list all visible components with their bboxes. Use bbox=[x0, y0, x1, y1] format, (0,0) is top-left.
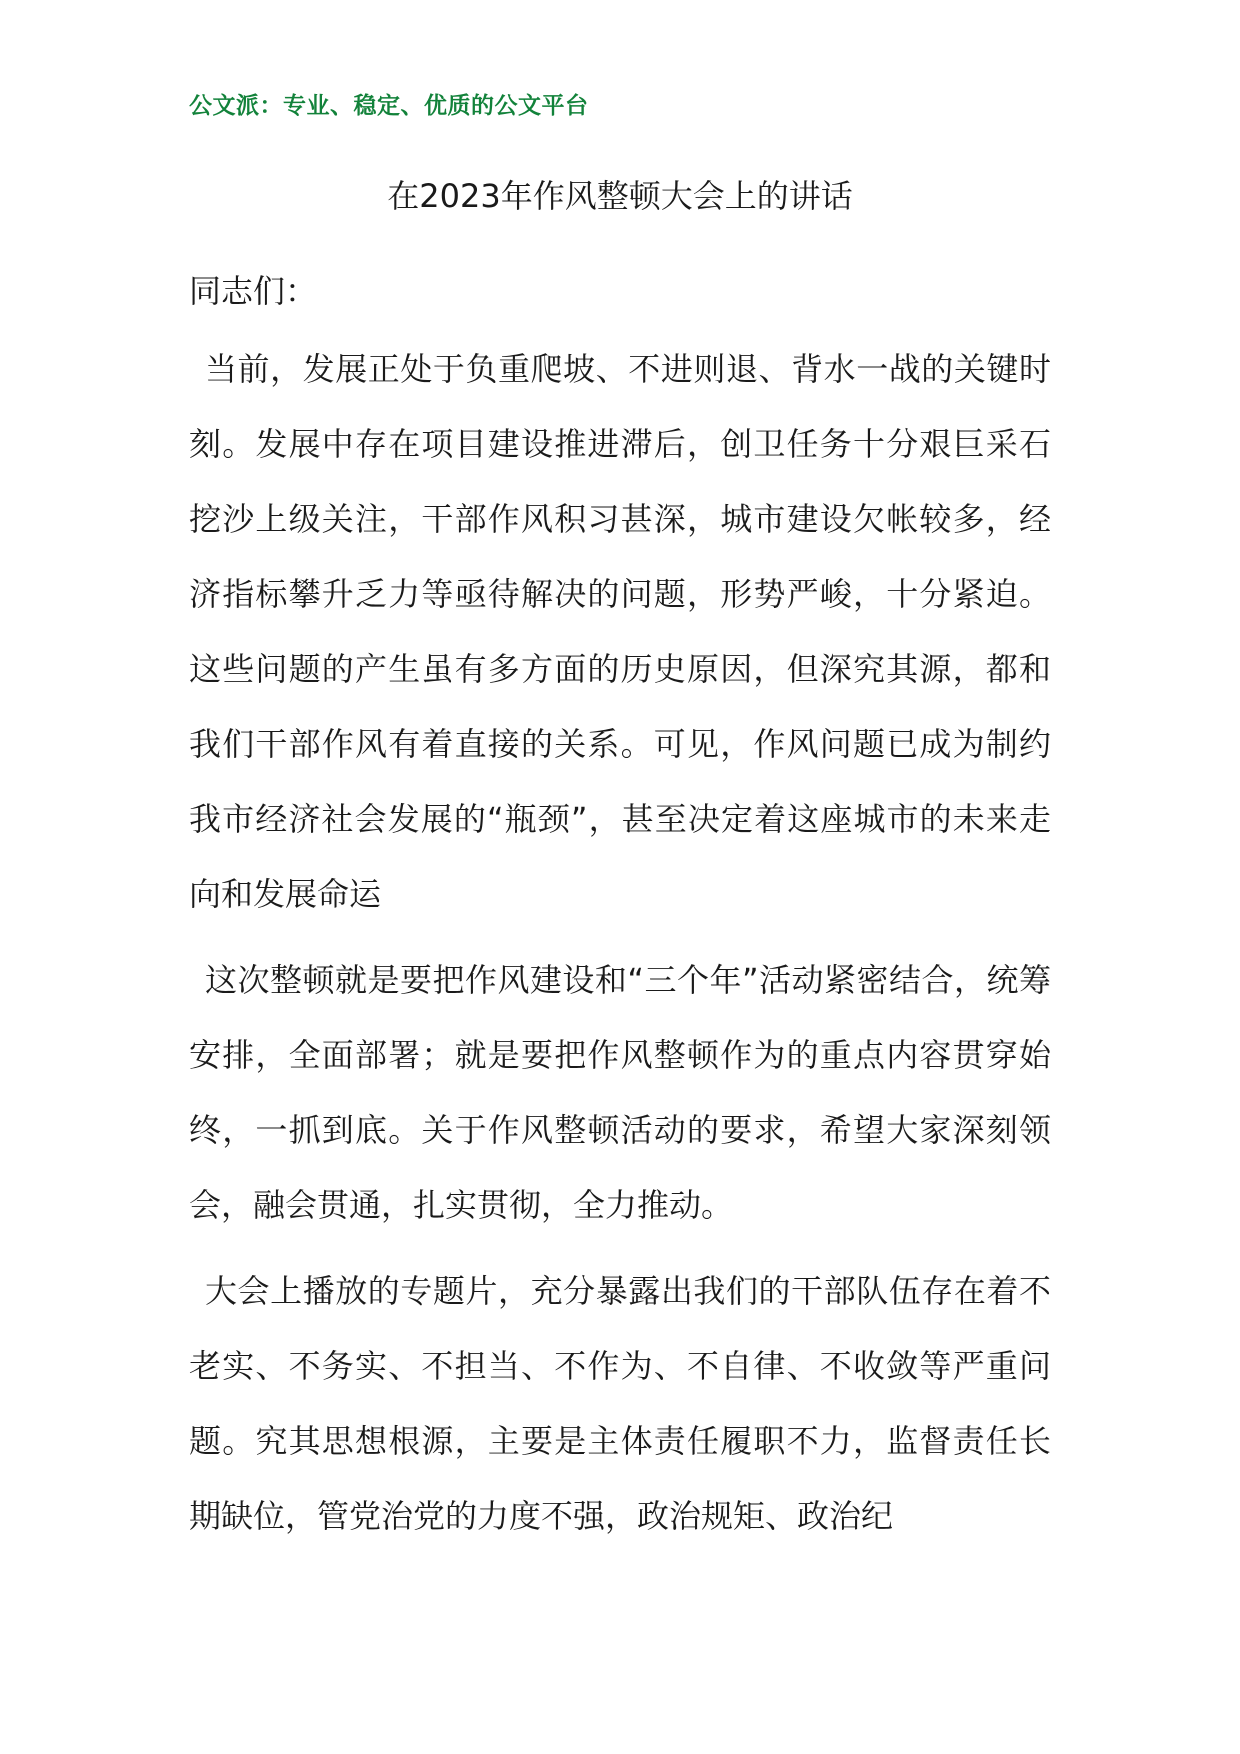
paragraph-2: 这次整顿就是要把作风建设和“三个年”活动紧密结合，统筹安排，全面部署；就是要把作风整顿作为的重点内容贯穿始终，一抓到底。关于作风整顿活动的要求，希望大家深刻领会，融会贯通，扎实贯彻，全力推动。 bbox=[189, 961, 1051, 1224]
paragraph-3: 大会上播放的专题片，充分暴露出我们的干部队伍存在着不老实、不务实、不担当、不作为、不自律、不收敛等严重问题。究其思想根源，主要是主体责任履职不力，监督责任长期缺位，管党治党的力度不强，政治规矩、政治纪 bbox=[189, 1272, 1051, 1535]
brand-header: 公文派：专业、稳定、优质的公文平台 bbox=[189, 93, 589, 119]
document-body bbox=[189, 266, 1051, 1554]
salutation: 同志们： bbox=[189, 272, 318, 310]
document-title: 在2023年作风整顿大会上的讲话 bbox=[387, 177, 853, 215]
paragraph-1: 当前，发展正处于负重爬坡、不进则退、背水一战的关键时刻。发展中存在项目建设推进滞后，创卫任务十分艰巨采石挖沙上级关注，干部作风积习甚深，城市建设欠帐较多，经济指标攀升乏力等亟待解决的问题，形势严峻，十分紧迫。这些问题的产生虽有多方面的历史原因，但深究其源，都和我们干部作风有着直接的关系。可见，作风问题已成为制约我市经济社会发展的“瓶颈”，甚至决定着这座城市的未来走向和发展命运 bbox=[189, 350, 1051, 913]
